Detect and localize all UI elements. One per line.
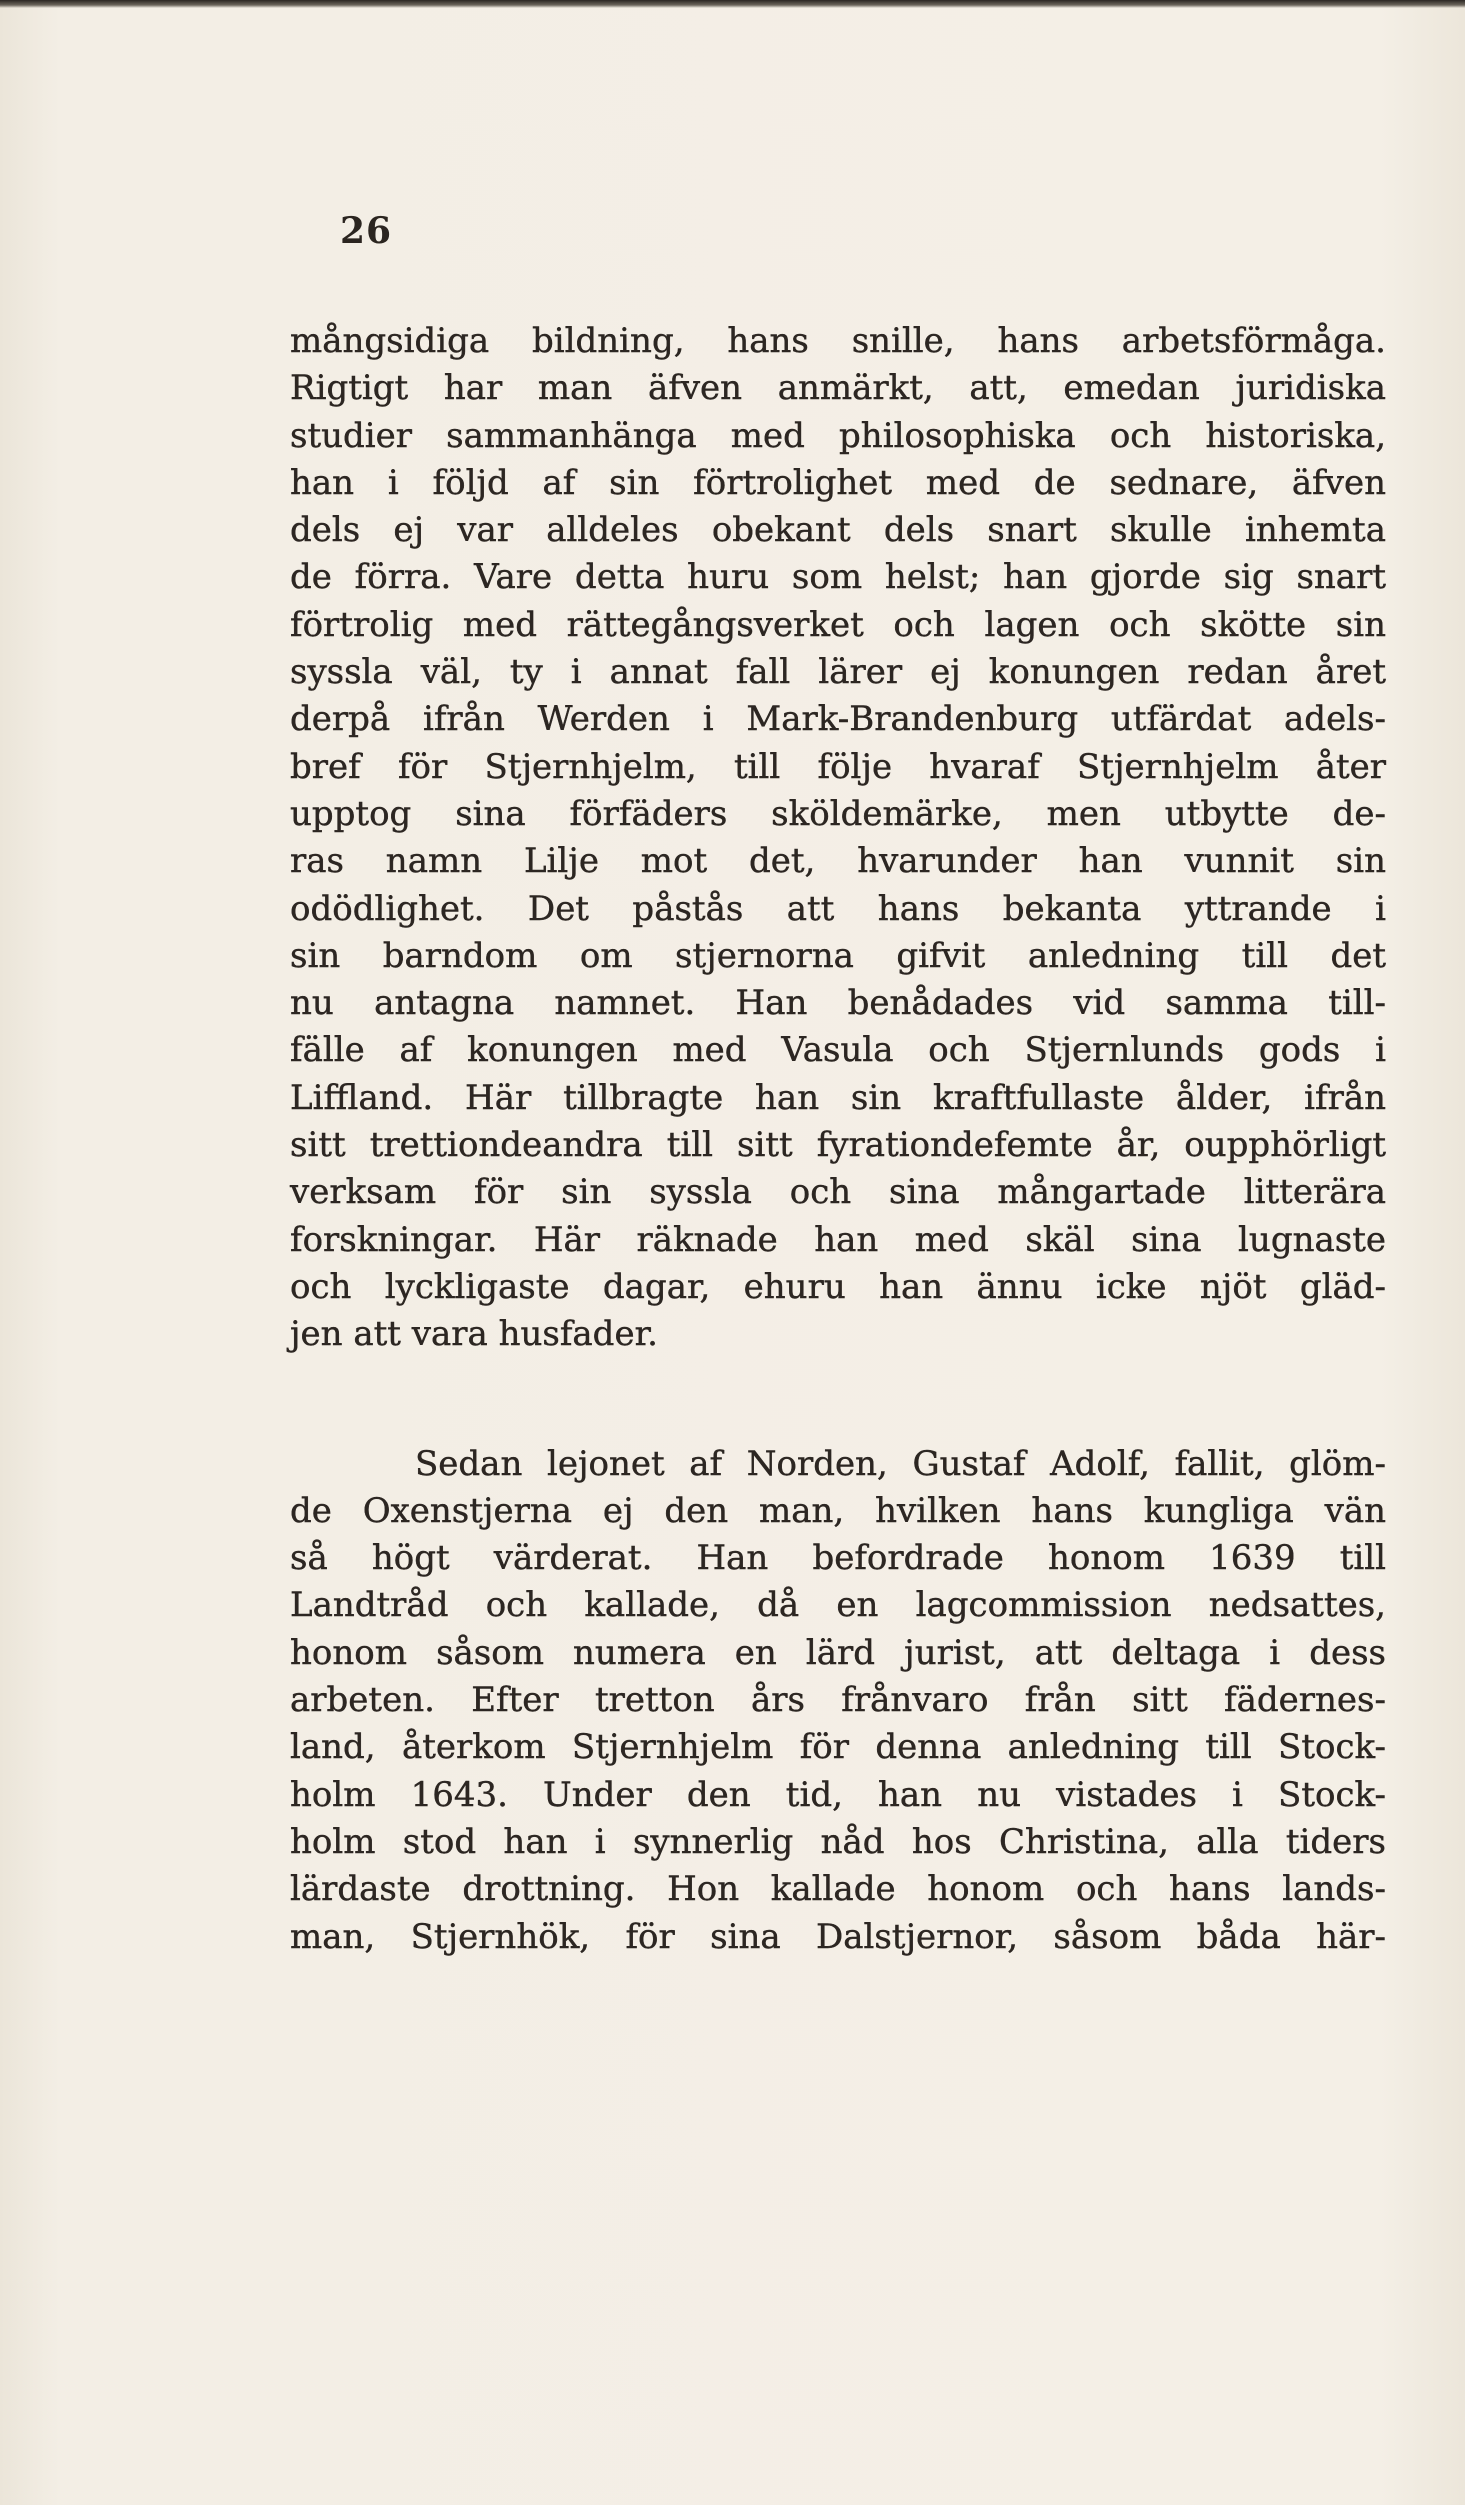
paragraph-2 (290, 1441, 1386, 1961)
text-line: Rigtigt har man äfven anmärkt, att, emedan juridiska (290, 368, 1386, 409)
text-line: derpå ifrån Werden i Mark-Brandenburg utfärdat adels- (290, 699, 1386, 740)
text-line: Landtråd och kallade, då en lagcommission nedsattes, (290, 1585, 1386, 1626)
text-line: de Oxenstjerna ej den man, hvilken hans kungliga vän (290, 1490, 1386, 1531)
paragraph-1 (290, 318, 1386, 1359)
text-line: de förra. Vare detta huru som helst; han gjorde sig snart (290, 557, 1386, 598)
text-line: bref för Stjernhjelm, till följe hvaraf Stjernhjelm åter (290, 746, 1386, 787)
text-line: nu antagna namnet. Han benådades vid samma till- (290, 983, 1386, 1024)
text-line: lärdaste drottning. Hon kallade honom och hans lands- (290, 1869, 1386, 1910)
text-line: Sedan lejonet af Norden, Gustaf Adolf, fallit, glöm- (415, 1443, 1386, 1484)
text-line: sin barndom om stjernorna gifvit anledning till det (290, 935, 1386, 976)
text-line: sitt trettiondeandra till sitt fyrationdefemte år, oupphörligt (290, 1125, 1386, 1166)
text-line: upptog sina förfäders sköldemärke, men utbytte de- (290, 793, 1386, 834)
text-line: odödlighet. Det påstås att hans bekanta yttrande i (290, 888, 1386, 929)
text-line: land, återkom Stjernhjelm för denna anledning till Stock- (290, 1727, 1386, 1768)
text-line: verksam för sin syssla och sina mångartade litterära (290, 1172, 1386, 1213)
paragraph-gap (290, 1359, 1386, 1441)
text-line: holm 1643. Under den tid, han nu vistades i Stock- (290, 1774, 1386, 1815)
text-line: mångsidiga bildning, hans snille, hans arbetsförmåga. (290, 321, 1386, 361)
text-line: ras namn Lilje mot det, hvarunder han vunnit sin (290, 841, 1386, 882)
text-line: så högt värderat. Han befordrade honom 1639 till (290, 1538, 1386, 1579)
text-line: jen att vara husfader. (290, 1314, 658, 1355)
text-line: forskningar. Här räknade han med skäl sina lugnaste (290, 1219, 1386, 1260)
text-line: arbeten. Efter tretton års frånvaro från sitt fädernes- (290, 1680, 1386, 1721)
text-line: honom såsom numera en lärd jurist, att deltaga i dess (290, 1632, 1386, 1673)
text-line: holm stod han i synnerlig nåd hos Christina, alla tiders (290, 1821, 1386, 1862)
text-line: och lyckligaste dagar, ehuru han ännu icke njöt gläd- (290, 1266, 1386, 1307)
text-line: fälle af konungen med Vasula och Stjernlunds gods i (290, 1030, 1386, 1071)
page-number: 26 (340, 210, 393, 252)
text-line: förtrolig med rättegångsverket och lagen och skötte sin (290, 604, 1386, 645)
page-top-edge (0, 0, 1465, 8)
text-line: man, Stjernhök, för sina Dalstjernor, såsom båda här- (290, 1916, 1386, 1957)
body-text (290, 318, 1386, 1961)
text-line: studier sammanhänga med philosophiska och historiska, (290, 415, 1386, 456)
text-line: syssla väl, ty i annat fall lärer ej konungen redan året (290, 652, 1386, 693)
text-line: han i följd af sin förtrolighet med de sednare, äfven (290, 462, 1386, 503)
text-line: Liffland. Här tillbragte han sin kraftfullaste ålder, ifrån (290, 1077, 1386, 1118)
text-line: dels ej var alldeles obekant dels snart skulle inhemta (290, 510, 1386, 551)
